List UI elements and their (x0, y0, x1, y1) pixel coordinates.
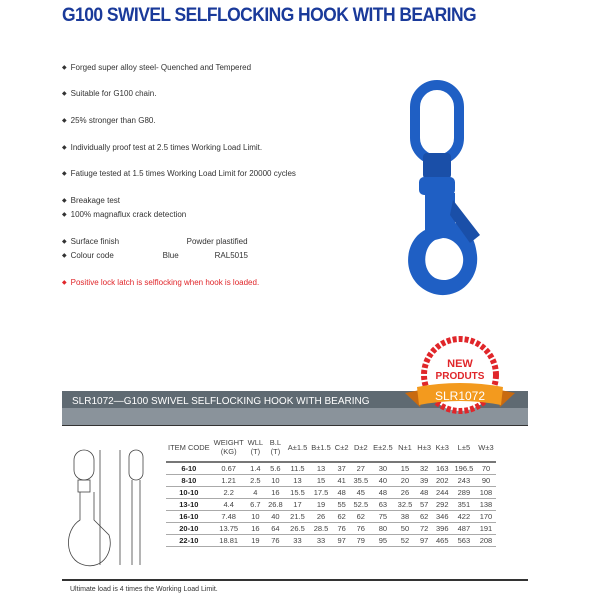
table-cell: 38 (395, 511, 416, 523)
column-header (433, 433, 452, 462)
table-cell: 64 (265, 523, 286, 535)
table-cell: 13 (286, 475, 310, 487)
table-cell: 2.2 (212, 487, 246, 499)
table-cell: 76 (351, 523, 372, 535)
table-cell: 48 (333, 487, 351, 499)
table-cell: 97 (415, 535, 433, 547)
table-cell: 19 (309, 499, 333, 511)
column-header (309, 433, 333, 462)
column-header (246, 433, 265, 462)
feature-bullet: ◆ Breakage test (62, 196, 120, 205)
column-header (395, 433, 416, 462)
table-cell: 62 (333, 511, 351, 523)
surface-finish (62, 237, 248, 246)
table-row (166, 487, 496, 499)
table-cell: 15 (309, 475, 333, 487)
table-cell: 2.5 (246, 475, 265, 487)
table-cell: 244 (433, 487, 452, 499)
table-cell: 1.4 (246, 462, 265, 475)
table-cell: 26.5 (286, 523, 310, 535)
column-header (351, 433, 372, 462)
hook-image (395, 75, 505, 315)
dimension-diagram (64, 440, 164, 580)
item-code-cell: 16-10 (166, 511, 212, 523)
table-row (166, 499, 496, 511)
table-cell: 72 (415, 523, 433, 535)
table-cell: 15 (395, 462, 416, 475)
feature-bullet: ◆ Forged super alloy steel- Quenched and Tempered (62, 63, 251, 72)
table-cell: 10 (246, 511, 265, 523)
spec-table (166, 433, 496, 547)
table-cell: 32 (415, 462, 433, 475)
table-cell: 76 (333, 523, 351, 535)
surface-value: Powder plastified (186, 237, 248, 246)
column-header (371, 433, 395, 462)
table-cell: 79 (351, 535, 372, 547)
header-line1: B.L (269, 438, 282, 447)
item-code-cell: 20-10 (166, 523, 212, 535)
table-cell: 4 (246, 487, 265, 499)
table-cell: 30 (371, 462, 395, 475)
header-line1: A±1.5 (287, 442, 308, 452)
table-cell: 90 (476, 475, 495, 487)
table-cell: 17.5 (309, 487, 333, 499)
table-cell: 208 (476, 535, 495, 547)
ral-value: RAL5015 (214, 251, 248, 260)
item-code-cell: 10-10 (166, 487, 212, 499)
table-cell: 292 (433, 499, 452, 511)
table-cell: 35.5 (351, 475, 372, 487)
lock-latch-note: ◆ Positive lock latch is selflocking when hook is loaded. (62, 278, 259, 287)
column-header (415, 433, 433, 462)
header-line1: B±1.5 (311, 442, 331, 452)
table-cell: 45 (351, 487, 372, 499)
table-cell: 52 (395, 535, 416, 547)
item-code-cell: 8-10 (166, 475, 212, 487)
column-header (166, 433, 212, 462)
surface-label: Surface finish (70, 237, 120, 246)
table-cell: 0.67 (212, 462, 246, 475)
table-cell: 16 (265, 487, 286, 499)
table-cell: 26 (309, 511, 333, 523)
feature-bullet: ◆ Individually proof test at 2.5 times Working Load Limit. (62, 143, 262, 152)
table-cell: 40 (265, 511, 286, 523)
badge-code: SLR1072 (434, 389, 486, 403)
table-row (166, 511, 496, 523)
header-line1: E±2.5 (373, 442, 393, 452)
table-cell: 70 (476, 462, 495, 475)
header-line2: (T) (270, 447, 281, 456)
table-cell: 40 (371, 475, 395, 487)
table-cell: 75 (371, 511, 395, 523)
table-cell: 396 (433, 523, 452, 535)
table-cell: 63 (371, 499, 395, 511)
table-cell: 13.75 (212, 523, 246, 535)
table-cell: 57 (415, 499, 433, 511)
table-cell: 346 (433, 511, 452, 523)
table-cell: 163 (433, 462, 452, 475)
table-cell: 97 (333, 535, 351, 547)
item-code-cell: 22-10 (166, 535, 212, 547)
table-cell: 39 (415, 475, 433, 487)
table-cell: 351 (452, 499, 477, 511)
table-cell: 95 (371, 535, 395, 547)
table-cell: 21.5 (286, 511, 310, 523)
column-header (286, 433, 310, 462)
table-cell: 289 (452, 487, 477, 499)
table-row (166, 462, 496, 475)
table-cell: 422 (452, 511, 477, 523)
column-header (333, 433, 351, 462)
item-code-cell: 6-10 (166, 462, 212, 475)
table-cell: 138 (476, 499, 495, 511)
colour-code (62, 251, 248, 260)
table-cell: 7.48 (212, 511, 246, 523)
table-cell: 20 (395, 475, 416, 487)
page-title: G100 SWIVEL SELFLOCKING HOOK WITH BEARING (62, 5, 477, 26)
header-line1: H±3 (417, 442, 431, 452)
header-line1: N±1 (398, 442, 412, 452)
header-line2: (T) (250, 447, 261, 456)
table-cell: 196.5 (452, 462, 477, 475)
table-cell: 62 (351, 511, 372, 523)
badge-line1: NEW (447, 358, 473, 370)
table-cell: 17 (286, 499, 310, 511)
table-cell: 15.5 (286, 487, 310, 499)
table-cell: 18.81 (212, 535, 246, 547)
table-cell: 191 (476, 523, 495, 535)
table-cell: 13 (309, 462, 333, 475)
table-cell: 170 (476, 511, 495, 523)
column-header (452, 433, 477, 462)
header-line1: ITEM CODE (168, 442, 210, 452)
header-line2: (KG) (220, 447, 237, 456)
feature-bullet: ◆ Suitable for G100 chain. (62, 89, 156, 98)
table-cell: 33 (309, 535, 333, 547)
table-cell: 37 (333, 462, 351, 475)
new-product-badge (405, 335, 525, 435)
table-cell: 55 (333, 499, 351, 511)
table-cell: 563 (452, 535, 477, 547)
banner-title: SLR1072—G100 SWIVEL SELFLOCKING HOOK WITH BEARING (72, 396, 370, 407)
table-cell: 10 (265, 475, 286, 487)
table-cell: 48 (415, 487, 433, 499)
table-cell: 50 (395, 523, 416, 535)
table-cell: 4.4 (212, 499, 246, 511)
column-header (212, 433, 246, 462)
header-line1: WEIGHT (213, 438, 244, 447)
table-cell: 5.6 (265, 462, 286, 475)
colour-value: Blue (162, 251, 179, 260)
table-cell: 26.8 (265, 499, 286, 511)
table-cell: 243 (452, 475, 477, 487)
table-cell: 16 (246, 523, 265, 535)
table-cell: 465 (433, 535, 452, 547)
colour-label: Colour code (70, 251, 114, 260)
table-header-row (166, 433, 496, 462)
table-cell: 487 (452, 523, 477, 535)
table-cell: 108 (476, 487, 495, 499)
table-cell: 33 (286, 535, 310, 547)
table-cell: 32.5 (395, 499, 416, 511)
feature-bullet: ◆ 25% stronger than G80. (62, 116, 156, 125)
table-cell: 28.5 (309, 523, 333, 535)
table-cell: 1.21 (212, 475, 246, 487)
badge-line2: PRODUTS (435, 371, 485, 382)
table-cell: 48 (371, 487, 395, 499)
table-cell: 76 (265, 535, 286, 547)
header-line1: WLL (247, 438, 264, 447)
header-line1: K±3 (435, 442, 449, 452)
table-cell: 62 (415, 511, 433, 523)
table-cell: 202 (433, 475, 452, 487)
header-line1: W±3 (478, 442, 494, 452)
footer-note: Ultimate load is 4 times the Working Load Limit. (70, 586, 218, 593)
table-cell: 52.5 (351, 499, 372, 511)
table-row (166, 475, 496, 487)
item-code-cell: 13-10 (166, 499, 212, 511)
header-line1: D±2 (353, 442, 368, 452)
table-cell: 19 (246, 535, 265, 547)
table-cell: 41 (333, 475, 351, 487)
column-header (476, 433, 495, 462)
table-cell: 27 (351, 462, 372, 475)
table-cell: 11.5 (286, 462, 310, 475)
table-row (166, 523, 496, 535)
table-cell: 6.7 (246, 499, 265, 511)
feature-bullet: ◆ 100% magnaflux crack detection (62, 210, 186, 219)
feature-bullet: ◆ Fatiuge tested at 1.5 times Working Load Limit for 20000 cycles (62, 169, 296, 178)
table-cell: 80 (371, 523, 395, 535)
table-row (166, 535, 496, 547)
column-header (265, 433, 286, 462)
header-line1: L±5 (457, 442, 471, 452)
header-line1: C±2 (334, 442, 349, 452)
table-cell: 26 (395, 487, 416, 499)
